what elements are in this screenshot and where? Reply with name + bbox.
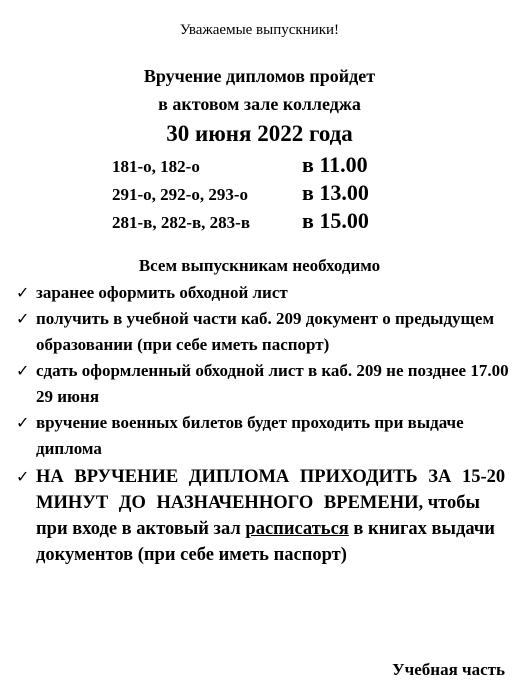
arrival-text: , чтобы при входе в актовый зал: [36, 493, 480, 539]
checkmark-icon: ✓: [16, 283, 30, 302]
schedule-groups: 281-в, 282-в, 283-в: [112, 213, 251, 232]
list-item: [14, 306, 509, 358]
list-item-text: сдать оформленный обходной лист в каб. 209 не позднее 17.00 29 июня: [36, 361, 509, 406]
checkmark-icon: ✓: [16, 309, 30, 328]
schedule-row: [112, 180, 412, 206]
list-item: [14, 358, 509, 410]
schedule-groups: 181-о, 182-о: [112, 157, 200, 176]
greeting: Уважаемые выпускники!: [179, 22, 340, 38]
schedule-time: в 11.00: [302, 152, 368, 177]
schedule-time: в 13.00: [302, 180, 369, 205]
schedule-row: [112, 152, 412, 178]
list-item: [14, 410, 509, 462]
list-item-text: заранее оформить обходной лист: [36, 283, 288, 302]
arrival-text-end: в книгах выдачи документов (при себе иметь паспорт): [36, 519, 495, 565]
schedule-time: в 15.00: [302, 208, 369, 233]
list-item-arrival: [14, 464, 509, 568]
list-item-text: получить в учебной части каб. 209 документ о предыдущем образовании (при себе иметь паспорт): [36, 309, 495, 354]
checkmark-icon: ✓: [16, 413, 30, 432]
requirements-list: [14, 280, 509, 568]
schedule-row: [112, 208, 412, 234]
checkmark-icon: ✓: [16, 467, 30, 486]
arrival-caps-text: НА ВРУЧЕНИЕ ДИПЛОМА ПРИХОДИТЬ ЗА 15-20 МИНУТ ДО НАЗНАЧЕННОГО ВРЕМЕНИ: [36, 467, 506, 513]
sign-underlined-text: расписаться: [245, 519, 349, 539]
list-item: [14, 280, 509, 306]
schedule-groups: 291-о, 292-о, 293-о: [112, 185, 248, 204]
list-item-text: вручение военных билетов будет проходить при выдаче диплома: [36, 413, 464, 458]
checkmark-icon: ✓: [16, 361, 30, 380]
ceremony-date: 30 июня 2022 года: [166, 121, 353, 146]
signature: Учебная часть: [392, 660, 505, 679]
title-line-2: в актовом зале колледжа: [158, 94, 361, 114]
title-line-1: Вручение дипломов пройдет: [143, 66, 376, 86]
requirements-header: Всем выпускникам необходимо: [138, 256, 381, 275]
